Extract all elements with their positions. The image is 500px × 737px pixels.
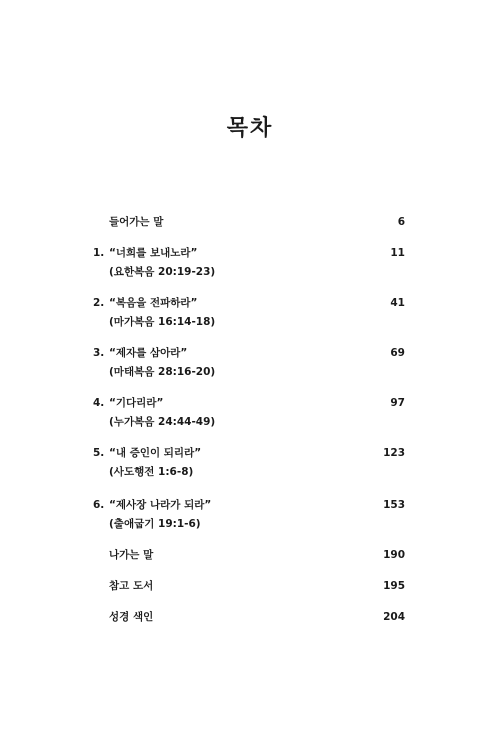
- toc-entry-page: 97: [390, 397, 405, 409]
- toc-entry-bibliography[interactable]: [93, 578, 405, 594]
- toc-entry-reference: (누가복음 24:44-49): [109, 416, 216, 428]
- toc-entry-chapter-2[interactable]: [93, 295, 405, 330]
- toc-entry-number: 6.: [93, 499, 105, 511]
- toc-entry-title: 들어가는 말: [109, 216, 164, 228]
- toc-entry-reference: (출애굽기 19:1-6): [109, 518, 201, 530]
- toc-entry-reference: (마태복음 28:16-20): [109, 366, 216, 378]
- toc-entry-title: “너희를 보내노라”: [109, 247, 198, 259]
- toc-entry-chapter-6[interactable]: [93, 497, 405, 532]
- toc-entry-page: 6: [397, 216, 405, 228]
- toc-entry-page: 41: [390, 297, 405, 309]
- toc-entry-page: 123: [383, 447, 405, 459]
- toc-entry-title: “복음을 전파하라”: [109, 297, 198, 309]
- toc-entry-scripture-index[interactable]: [93, 609, 405, 625]
- toc-entry-reference: (마가복음 16:14-18): [109, 316, 216, 328]
- toc-entry-number: 5.: [93, 447, 105, 459]
- toc-entry-page: 11: [390, 247, 405, 259]
- toc-entry-page: 69: [390, 347, 405, 359]
- toc-entry-reference: (사도행전 1:6-8): [109, 466, 194, 478]
- toc-entry-title: “내 증인이 되리라”: [109, 447, 202, 459]
- toc-entry-number: 1.: [93, 247, 105, 259]
- toc-entry-title: 성경 색인: [109, 611, 154, 623]
- toc-entry-reference: (요한복음 20:19-23): [109, 266, 216, 278]
- toc-entry-title: 나가는 말: [109, 549, 154, 561]
- toc-entry-chapter-4[interactable]: [93, 395, 405, 430]
- page-title: 목차: [226, 116, 274, 141]
- toc-entry-chapter-1[interactable]: [93, 245, 405, 280]
- toc-entry-title: “제사장 나라가 되라”: [109, 499, 212, 511]
- toc-entry-outro[interactable]: [93, 547, 405, 563]
- toc-entry-page: 153: [383, 499, 405, 511]
- toc-entry-title: “기다리라”: [109, 397, 164, 409]
- toc-entry-title: “제자를 삼아라”: [109, 347, 188, 359]
- toc-entry-chapter-3[interactable]: [93, 345, 405, 380]
- toc-entry-page: 195: [383, 580, 405, 592]
- toc-entry-number: 3.: [93, 347, 105, 359]
- toc-entry-title: 참고 도서: [109, 580, 154, 592]
- toc-entry-intro[interactable]: [93, 214, 405, 230]
- toc-entry-number: 2.: [93, 297, 105, 309]
- toc-entry-chapter-5[interactable]: [93, 445, 405, 480]
- toc-entry-number: 4.: [93, 397, 105, 409]
- toc-entry-page: 204: [383, 611, 405, 623]
- toc-entry-page: 190: [383, 549, 405, 561]
